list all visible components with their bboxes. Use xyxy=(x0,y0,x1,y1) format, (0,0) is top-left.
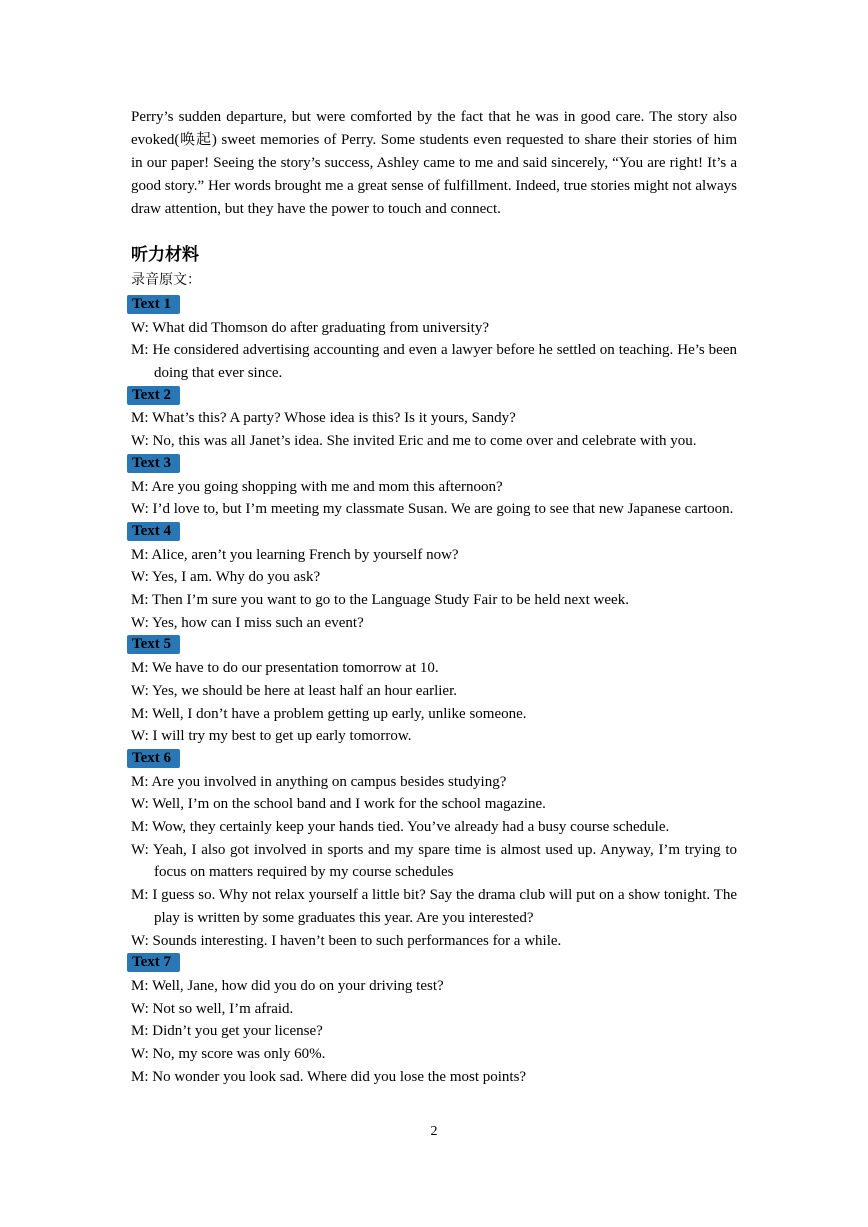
text-label-badge: Text 1 xyxy=(127,295,180,314)
dialog-line: M: What’s this? A party? Whose idea is this? Is it yours, Sandy? xyxy=(131,410,516,427)
text-label-badge: Text 7 xyxy=(127,953,180,972)
text-label-row xyxy=(131,385,737,408)
dialog-line: W: Well, I’m on the school band and I work for the school magazine. xyxy=(131,796,546,813)
dialog-line: W: I will try my best to get up early tomorrow. xyxy=(131,728,412,745)
dialog-line: M: He considered advertising accounting and even a lawyer before he settled on teaching. He’s been doing that ever since. xyxy=(131,342,737,382)
story-paragraph: Perry’s sudden departure, but were comforted by the fact that he was in good care. The story also evoked(唤起) sweet memories of Perry. Some students even requested to share their stories of him in our paper! Seeing the story’s success, Ashley came to me and said sincerely, “You are right! It’s a good story.” Her words brought me a great sense of fulfillment. Indeed, true stories might not always draw attention, but they have the power to touch and connect. xyxy=(131,109,737,217)
dialog-line: M: Then I’m sure you want to go to the Language Study Fair to be held next week. xyxy=(131,592,629,609)
dialog-line: W: Sounds interesting. I haven’t been to such performances for a while. xyxy=(131,932,562,949)
dialog-line: M: Are you involved in anything on campus besides studying? xyxy=(131,773,507,790)
text-label-row xyxy=(131,453,737,476)
section-subtitle: 录音原文： xyxy=(131,272,201,288)
dialog-line: W: Yes, we should be here at least half an hour earlier. xyxy=(131,682,458,699)
dialog-line: M: Are you going shopping with me and mom this afternoon? xyxy=(131,478,503,495)
dialog-line: W: Yeah, I also got involved in sports and my spare time is almost used up. Anyway, I’m trying to focus on matters required by my course schedules xyxy=(131,841,737,881)
dialog-line: W: Not so well, I’m afraid. xyxy=(131,1000,294,1017)
dialog-line: W: No, this was all Janet’s idea. She invited Eric and me to come over and celebrate with you. xyxy=(131,433,697,450)
text-label-row xyxy=(131,294,737,317)
dialog-line: M: We have to do our presentation tomorrow at 10. xyxy=(131,660,439,677)
text-label-badge: Text 6 xyxy=(127,749,180,768)
text-label-row xyxy=(131,952,737,975)
dialog-line: M: Wow, they certainly keep your hands tied. You’ve already had a busy course schedule. xyxy=(131,819,670,836)
dialog-line: W: Yes, how can I miss such an event? xyxy=(131,614,364,631)
text-label-badge: Text 2 xyxy=(127,386,180,405)
text-label-row xyxy=(131,634,737,657)
dialog-line: M: I guess so. Why not relax yourself a little bit? Say the drama club will put on a show tonight. The play is written by some graduates this year. Are you interested? xyxy=(131,887,737,926)
dialog-line: M: Alice, aren’t you learning French by yourself now? xyxy=(131,546,459,563)
page-number: 2 xyxy=(430,1124,438,1139)
text-label-row xyxy=(131,521,737,544)
transcript xyxy=(131,294,737,1089)
text-label-row xyxy=(131,748,737,771)
dialog-line: W: What did Thomson do after graduating from university? xyxy=(131,319,489,336)
text-label-badge: Text 5 xyxy=(127,635,180,654)
dialog-line: W: I’d love to, but I’m meeting my classmate Susan. We are going to see that new Japanese cartoon. xyxy=(131,501,734,518)
dialog-line: M: No wonder you look sad. Where did you lose the most points? xyxy=(131,1068,527,1085)
dialog-line: M: Well, I don’t have a problem getting up early, unlike someone. xyxy=(131,705,527,722)
dialog-line: W: Yes, I am. Why do you ask? xyxy=(131,569,321,586)
text-label-badge: Text 3 xyxy=(127,454,180,473)
dialog-line: M: Well, Jane, how did you do on your driving test? xyxy=(131,977,444,994)
dialog-line: W: No, my score was only 60%. xyxy=(131,1046,326,1063)
dialog-line: M: Didn’t you get your license? xyxy=(131,1023,323,1040)
text-label-badge: Text 4 xyxy=(127,522,180,541)
section-title: 听力材料 xyxy=(131,245,199,265)
